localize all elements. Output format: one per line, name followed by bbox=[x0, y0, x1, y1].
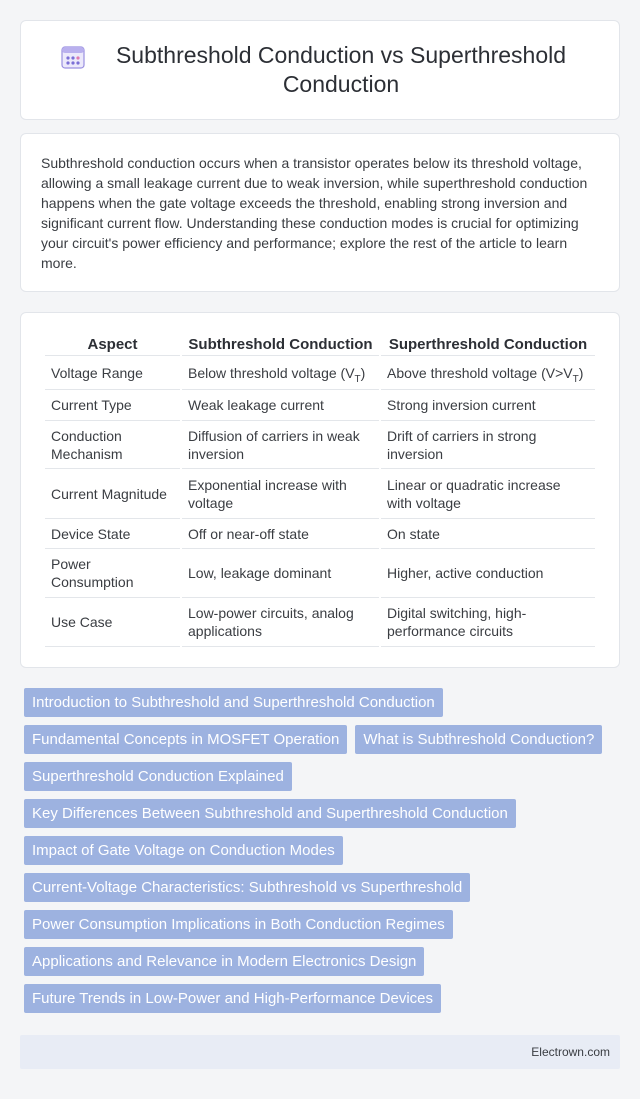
comparison-table bbox=[43, 333, 597, 647]
topic-link-superthreshold-explained[interactable]: Superthreshold Conduction Explained bbox=[24, 762, 292, 791]
cell-aspect: Conduction Mechanism bbox=[45, 421, 180, 469]
topic-link-power-consumption[interactable]: Power Consumption Implications in Both Conduction Regimes bbox=[24, 910, 453, 939]
intro-text: Subthreshold conduction occurs when a transistor operates below its threshold voltage, allowing a small leakage current due to weak inversion, while superthreshold conduction happens when the gate voltage exceeds the threshold, enabling strong inversion and significant current flow. Understanding these conduction modes is crucial for optimizing your circuit's power efficiency and performance; explore the rest of the article to learn more. bbox=[41, 155, 588, 271]
cell-aspect: Power Consumption bbox=[45, 549, 180, 598]
cell-subthreshold: Weak leakage current bbox=[182, 390, 379, 421]
cell-aspect: Current Type bbox=[45, 390, 180, 421]
topic-link-introduction[interactable]: Introduction to Subthreshold and Superthreshold Conduction bbox=[24, 688, 443, 717]
header-subthreshold: Subthreshold Conduction bbox=[182, 333, 379, 356]
cell-subthreshold: Low, leakage dominant bbox=[182, 549, 379, 598]
topic-links bbox=[20, 688, 620, 1013]
table-row bbox=[45, 469, 595, 519]
cell-aspect: Device State bbox=[45, 519, 180, 549]
cell-superthreshold: On state bbox=[381, 519, 595, 549]
cell-subthreshold bbox=[182, 356, 379, 390]
table-row bbox=[45, 598, 595, 647]
header-aspect: Aspect bbox=[45, 333, 180, 356]
header-superthreshold: Superthreshold Conduction bbox=[381, 333, 595, 356]
cell-aspect: Current Magnitude bbox=[45, 469, 180, 519]
cell-aspect: Voltage Range bbox=[45, 356, 180, 390]
topic-link-gate-voltage-impact[interactable]: Impact of Gate Voltage on Conduction Modes bbox=[24, 836, 343, 865]
topic-link-future-trends[interactable]: Future Trends in Low-Power and High-Performance Devices bbox=[24, 984, 441, 1013]
subscript-t: T bbox=[354, 373, 361, 385]
topic-link-key-differences[interactable]: Key Differences Between Subthreshold and Superthreshold Conduction bbox=[24, 799, 516, 828]
cell-text: ) bbox=[360, 364, 366, 381]
table-row bbox=[45, 390, 595, 421]
table-row bbox=[45, 519, 595, 549]
footer bbox=[20, 1035, 620, 1069]
cell-superthreshold bbox=[381, 356, 595, 390]
subscript-t: T bbox=[572, 373, 579, 385]
cell-subthreshold: Exponential increase with voltage bbox=[182, 469, 379, 519]
cell-superthreshold: Drift of carriers in strong inversion bbox=[381, 421, 595, 469]
table-row bbox=[45, 421, 595, 469]
table-row bbox=[45, 356, 595, 390]
title-wrap bbox=[59, 41, 581, 99]
topic-link-iv-characteristics[interactable]: Current-Voltage Characteristics: Subthreshold vs Superthreshold bbox=[24, 873, 470, 902]
page-title: Subthreshold Conduction vs Superthreshold Conduction bbox=[115, 42, 567, 97]
cell-text: Below threshold voltage (V bbox=[188, 364, 355, 381]
intro-card bbox=[20, 133, 620, 292]
topic-link-fundamental-concepts[interactable]: Fundamental Concepts in MOSFET Operation bbox=[24, 725, 347, 754]
cell-superthreshold: Strong inversion current bbox=[381, 390, 595, 421]
cell-subthreshold: Off or near-off state bbox=[182, 519, 379, 549]
cell-superthreshold: Digital switching, high-performance circuits bbox=[381, 598, 595, 647]
cell-text: ) bbox=[578, 364, 584, 381]
table-header-row bbox=[45, 333, 595, 356]
cell-superthreshold: Linear or quadratic increase with voltage bbox=[381, 469, 595, 519]
title-card bbox=[20, 20, 620, 120]
table-row bbox=[45, 549, 595, 598]
topic-link-applications[interactable]: Applications and Relevance in Modern Electronics Design bbox=[24, 947, 424, 976]
cell-text: Above threshold voltage (V>V bbox=[387, 364, 573, 381]
cell-subthreshold: Diffusion of carriers in weak inversion bbox=[182, 421, 379, 469]
comparison-table-card bbox=[20, 312, 620, 668]
cell-superthreshold: Higher, active conduction bbox=[381, 549, 595, 598]
topic-link-what-is-subthreshold[interactable]: What is Subthreshold Conduction? bbox=[355, 725, 602, 754]
cell-subthreshold: Low-power circuits, analog applications bbox=[182, 598, 379, 647]
footer-brand: Electrown.com bbox=[531, 1045, 610, 1059]
cell-aspect: Use Case bbox=[45, 598, 180, 647]
calendar-grid-icon bbox=[59, 43, 87, 71]
